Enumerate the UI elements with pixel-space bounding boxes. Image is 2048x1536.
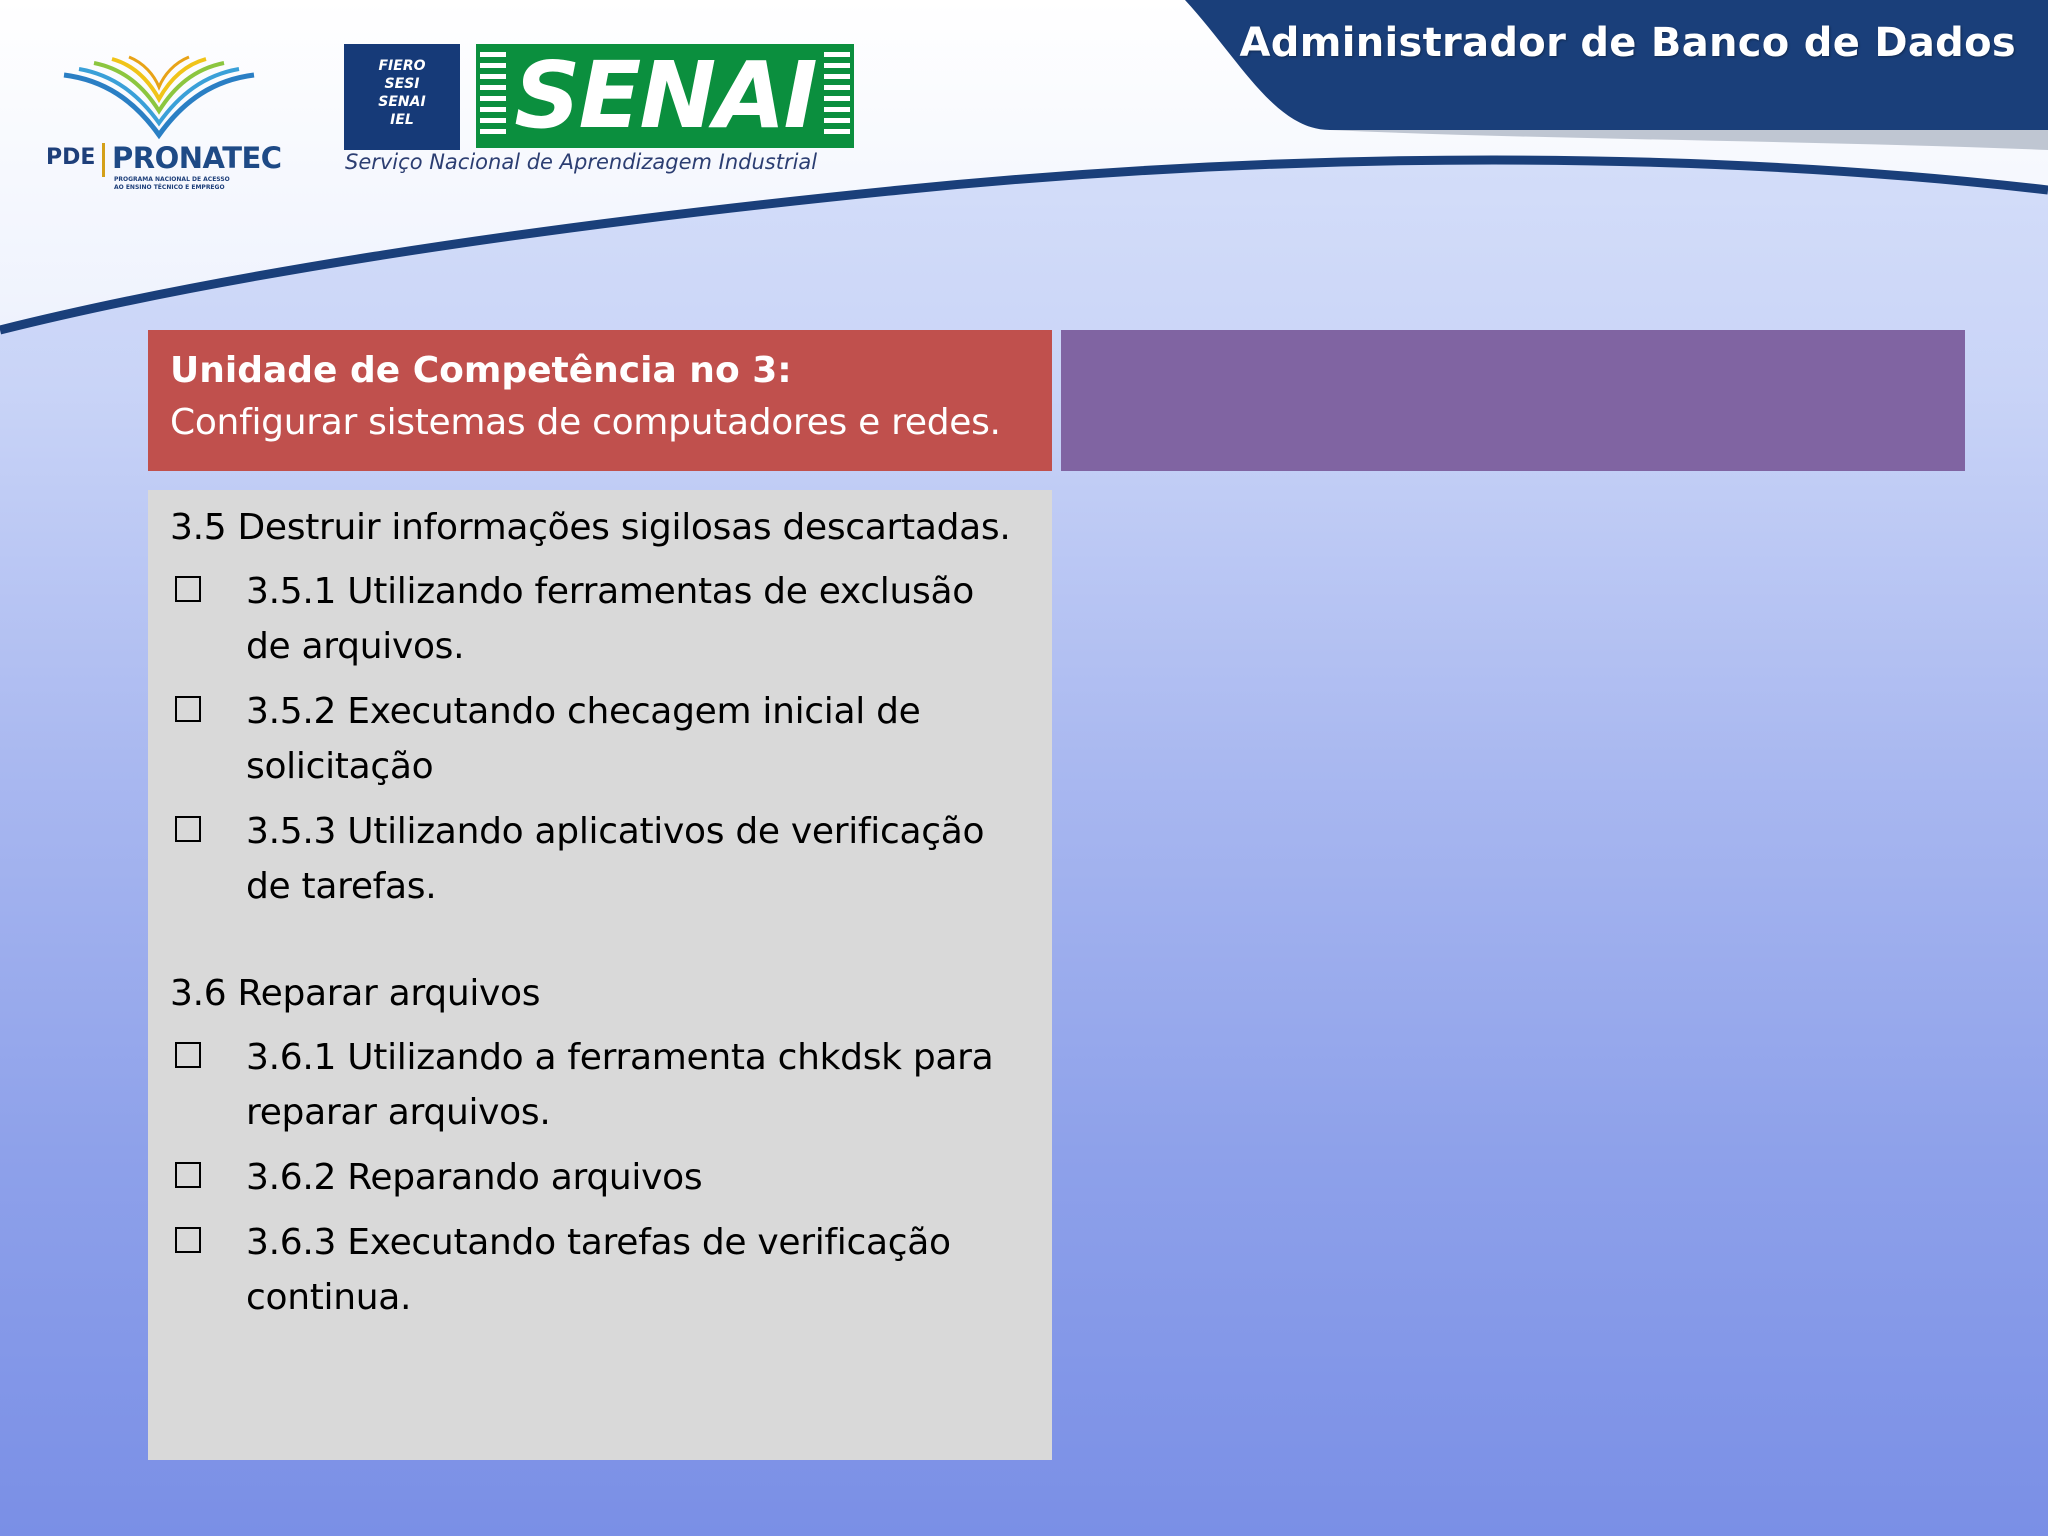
content-panel	[148, 490, 1052, 1460]
system-logo-line: SENAI	[378, 94, 426, 110]
checkbox-bullet-icon	[175, 576, 201, 602]
header-title: Administrador de Banco de Dados	[1239, 20, 2016, 66]
pde-label: PDE	[46, 145, 96, 170]
section-heading: 3.6 Reparar arquivos	[170, 973, 541, 1014]
senai-caption: Serviço Nacional de Aprendizagem Industrial	[345, 150, 818, 174]
senai-logo	[476, 44, 854, 148]
checkbox-bullet-icon	[175, 816, 201, 842]
list-item	[170, 1030, 1052, 1140]
checkbox-bullet-icon	[175, 1227, 201, 1253]
list-item-text: 3.5.1 Utilizando ferramentas de exclusão de arquivos.	[246, 571, 974, 667]
pronatec-subtitle-2: AO ENSINO TÉCNICO E EMPREGO	[114, 184, 225, 191]
system-logo	[344, 44, 460, 150]
list-item-text: 3.6.1 Utilizando a ferramenta chkdsk para reparar arquivos.	[246, 1037, 994, 1133]
list-item	[170, 564, 1052, 674]
logo-separator	[102, 143, 105, 177]
list-item	[170, 1150, 1052, 1205]
system-logo-line: FIERO	[378, 58, 426, 74]
pronatec-label: PRONATEC	[112, 141, 282, 175]
list-item	[170, 804, 1052, 914]
unit-header	[148, 330, 1052, 471]
system-logo-line: SESI	[384, 76, 420, 92]
checkbox-bullet-icon	[175, 1162, 201, 1188]
list-item	[170, 684, 1052, 794]
checkbox-bullet-icon	[175, 696, 201, 722]
list-item-text: 3.5.2 Executando checagem inicial de solicitação	[246, 691, 921, 787]
pronatec-logo	[42, 55, 282, 195]
unit-subtitle: Configurar sistemas de computadores e redes.	[170, 402, 1001, 443]
list-item-text: 3.5.3 Utilizando aplicativos de verificação de tarefas.	[246, 811, 985, 907]
senai-wordmark: SENAI	[514, 44, 816, 148]
list-item-text: 3.6.2 Reparando arquivos	[246, 1157, 703, 1198]
list-item	[170, 1215, 1052, 1325]
purple-header-panel	[1061, 330, 1965, 471]
list-item-text: 3.6.3 Executando tarefas de verificação continua.	[246, 1222, 951, 1318]
system-logo-line: IEL	[390, 112, 414, 128]
section-heading: 3.5 Destruir informações sigilosas descartadas.	[170, 507, 1011, 548]
checkbox-bullet-icon	[175, 1042, 201, 1068]
pronatec-subtitle-1: PROGRAMA NACIONAL DE ACESSO	[114, 176, 230, 183]
unit-title: Unidade de Competência no 3:	[170, 350, 792, 391]
book-icon	[54, 55, 264, 145]
